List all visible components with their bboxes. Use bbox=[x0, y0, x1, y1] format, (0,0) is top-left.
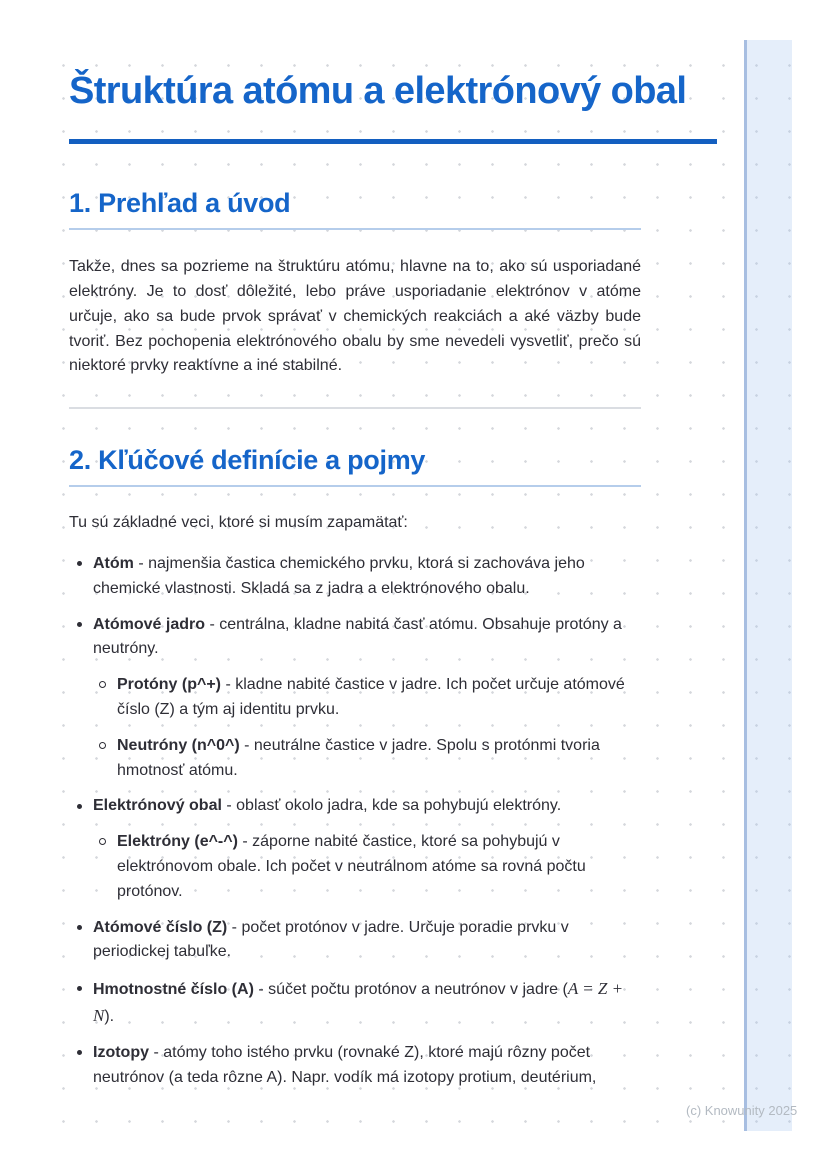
term-item bbox=[69, 916, 641, 966]
term-description: ). bbox=[104, 1007, 115, 1025]
sub-term-item bbox=[93, 734, 641, 784]
math-formula: A = Z + N bbox=[93, 979, 624, 1025]
section-divider bbox=[69, 407, 641, 409]
bullet-icon bbox=[77, 561, 82, 566]
term-label: Elektróny (e^-^) bbox=[117, 833, 238, 851]
section-definitions bbox=[69, 445, 641, 1090]
sub-definition-list bbox=[93, 830, 641, 904]
term-description: - najmenšia častica chemického prvku, ktorá si zachováva jeho chemické vlastnosti. Skladá sa z jadra a elektrónového obalu. bbox=[93, 554, 585, 597]
term-label: Atómové číslo (Z) bbox=[93, 918, 228, 936]
heading-underline bbox=[69, 228, 641, 230]
term-description: - súčet počtu protónov a neutrónov v jadre ( bbox=[253, 981, 568, 999]
term-label: Neutróny (n^0^) bbox=[117, 736, 240, 754]
term-item bbox=[69, 1041, 641, 1091]
term-label: Atómové jadro bbox=[93, 615, 206, 633]
term-item bbox=[69, 976, 641, 1030]
term-item bbox=[69, 613, 641, 784]
term-description: - záporne nabité častice, ktoré sa pohybujú v elektrónovom obale. Ich počet v neutrálnom atóme sa rovná počtu protónov. bbox=[117, 833, 586, 900]
section-overview bbox=[69, 188, 641, 409]
circle-bullet-icon bbox=[99, 681, 106, 688]
section-intro: Tu sú základné veci, ktoré si musím zapamätať: bbox=[69, 514, 408, 532]
circle-bullet-icon bbox=[99, 838, 106, 845]
term-label: Atóm bbox=[93, 554, 134, 572]
term-description: - oblasť okolo jadra, kde sa pohybujú elektróny. bbox=[221, 797, 562, 815]
term-label: Izotopy bbox=[93, 1043, 149, 1061]
page-edge-band bbox=[744, 40, 792, 1131]
bullet-icon bbox=[77, 1050, 82, 1055]
sub-term-item bbox=[93, 673, 641, 723]
term-description: - počet protónov v jadre. Určuje poradie prvku v periodickej tabuľke. bbox=[93, 918, 569, 961]
bullet-icon bbox=[77, 986, 82, 991]
bullet-icon bbox=[77, 622, 82, 627]
term-description: - kladne nabité častice v jadre. Ich počet určuje atómové číslo (Z) a tým aj identitu prvku. bbox=[117, 676, 625, 718]
term-item bbox=[69, 794, 641, 904]
circle-bullet-icon bbox=[99, 742, 106, 749]
term-item bbox=[69, 552, 641, 602]
section-heading: 2. Kľúčové definície a pojmy bbox=[69, 445, 426, 476]
definition-list bbox=[69, 552, 641, 1090]
term-description: - neutrálne častice v jadre. Spolu s protónmi tvoria hmotnosť atómu. bbox=[117, 736, 600, 779]
bullet-icon bbox=[77, 925, 82, 930]
bullet-icon bbox=[77, 804, 82, 809]
term-description: - atómy toho istého prvku (rovnaké Z), ktoré majú rôzny počet neutrónov (a teda rôzne A). Napr. vodík má izotopy protium, deutérium, bbox=[93, 1043, 597, 1086]
sub-definition-list bbox=[93, 673, 641, 783]
term-label: Hmotnostné číslo (A) bbox=[93, 981, 254, 999]
section-heading: 1. Prehľad a úvod bbox=[69, 188, 291, 219]
term-label: Elektrónový obal bbox=[93, 797, 222, 815]
document-content bbox=[69, 40, 717, 1090]
heading-underline bbox=[69, 485, 641, 487]
sub-term-item bbox=[93, 830, 641, 904]
page-title: Štruktúra atómu a elektrónový obal bbox=[69, 70, 687, 112]
term-label: Protóny (p^+) bbox=[117, 676, 222, 694]
section-paragraph: Takže, dnes sa pozrieme na štruktúru atómu, hlavne na to, ako sú usporiadané elektróny. Je to dosť dôležité, lebo práve usporiadanie elektrónov v atóme určuje, ako sa bude prvok správať v chemických reakciách a aké väzby bude tvoriť. Bez pochopenia elektrónového obalu by sme nevedeli vysvetliť, prečo sú niektoré prvky reaktívne a iné stabilné. bbox=[69, 258, 641, 375]
title-rule bbox=[69, 139, 717, 144]
document-page bbox=[40, 40, 792, 1131]
copyright-watermark: (c) Knowunity 2025 bbox=[686, 1103, 798, 1118]
term-description: - centrálna, kladne nabitá časť atómu. Obsahuje protóny a neutróny. bbox=[93, 615, 622, 658]
